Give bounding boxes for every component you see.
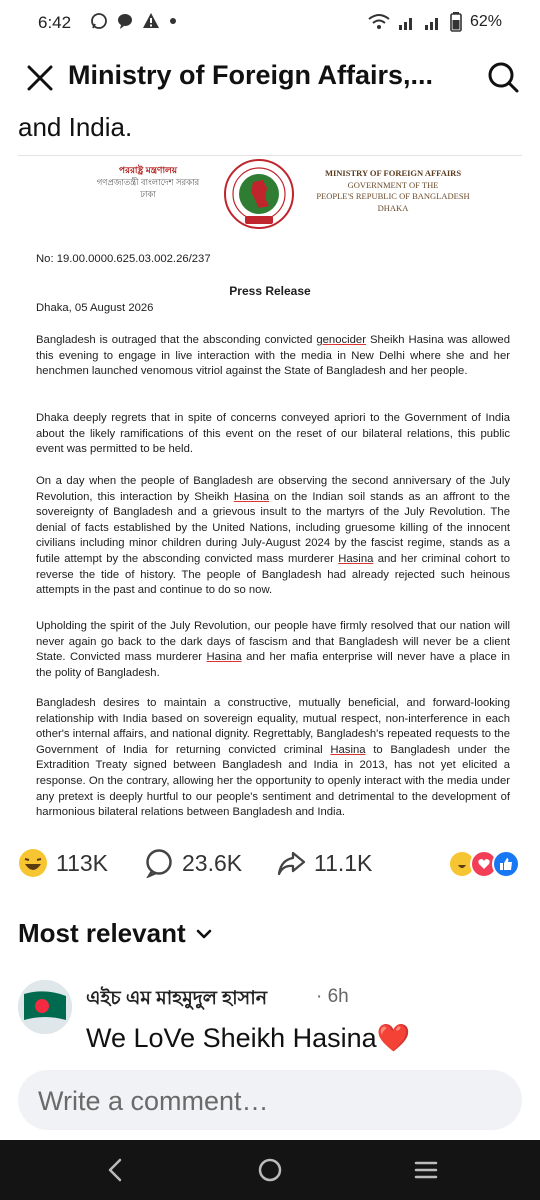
status-time: 6:42 [38,13,72,32]
comment-icon [144,848,174,878]
letterhead-bangla: পররাষ্ট্র মন্ত্রণালয় গণপ্রজাতন্ত্রী বাংলাদেশ সরকার ঢাকা [96,165,200,199]
comment-sort-dropdown[interactable] [18,918,214,949]
share-button[interactable] [276,848,372,878]
shares-count: 11.1K [314,849,373,876]
app-bar [0,48,540,112]
close-icon[interactable] [24,62,56,94]
sort-label: Most relevant [18,918,186,948]
paragraph-1: Bangladesh is outraged that the absconding convicted genocider Sheikh Hasina was allowed this evening to engage in live interaction with the media in New Delhi where she and her henchmen launched venomous vitriol against the State of Bangladesh and her people. [36,334,510,378]
reaction-summary[interactable] [454,850,520,878]
comment-time: · 6h [316,986,349,1007]
comments-count: 23.6K [182,849,243,876]
whatsapp-icon [90,12,108,30]
battery-icon [450,12,462,32]
search-icon[interactable] [486,60,520,94]
letterhead-english: MINISTRY OF FOREIGN AFFAIRS GOVERNMENT OF THE PEOPLE'S REPUBLIC OF BANGLADESH DHAKA [316,168,470,213]
wifi-icon [368,13,390,31]
dot-icon [168,12,178,30]
battery-level: 62% [469,13,502,30]
status-bar [0,0,540,46]
notification-icons [90,12,178,30]
haha-emoji-icon [18,848,48,878]
avatar[interactable] [18,980,72,1034]
paragraph-3: On a day when the people of Bangladesh are observing the second anniversary of the July Revolution, this interaction by Sheikh Hasina on the Indian soil stands as an affront to the sovereignty of Bangladesh and a grievous insult to the martyrs of the July Revolution. The denial of facts established by the United Nations, including gruesome killing of the innocent civilians including minor children during July-August 2024 by the fascist regime, stands as a futile attempt by the absconding convicted mass murderer Hasina and her criminal cohort to reverse the tide of history. The people of Bangladesh had already rejected such heinous attempts in the past and continue to do so now. [36,475,510,597]
signal-icon [398,13,416,31]
back-icon[interactable] [100,1154,132,1186]
signal-icon-2 [424,13,442,31]
paragraph-4: Upholding the spirit of the July Revolution, our people have firmly resolved that our nation will never again go back to the dark days of fascism and that Bangladesh will never be a client State. Convicted mass murderer Hasina and her mafia enterprise will never have a place in the polity of Bangladesh. [36,620,510,679]
comment-composer[interactable] [18,1070,522,1130]
warning-icon [142,12,160,30]
page-title: Ministry of Foreign Affairs,... [68,60,434,90]
post-caption: and India. [18,112,133,142]
system-nav-bar [0,1140,540,1200]
paragraph-5: Bangladesh desires to maintain a constructive, mutually beneficial, and forward-looking relationship with India based on sovereign equality, mutual respect, non-interference in each other's internal affairs, and national dignity. Regrettably, Bangladesh's repeated requests to the Government of India for returning convicted criminal Hasina to Bangladesh under the Extradition Treaty signed between Bangladesh and India in 2013, has not yet elicited a response. On the contrary, allowing her the opportunity to openly interact with the media under any pretext is deeply hurtful to our people's sentiment and detrimental to the development of harmonious bilateral relations between Bangladesh and India. [36,697,510,819]
reaction-count: 113K [56,849,109,876]
reactions-bar [0,840,540,886]
messenger-icon [116,12,134,30]
government-seal-icon [223,158,295,230]
comments-button[interactable] [144,848,242,878]
document-date: Dhaka, 05 August 2026 [36,302,154,314]
bangladesh-flag-icon [18,980,72,1034]
recent-apps-icon[interactable] [410,1154,442,1186]
like-icon [492,850,520,878]
press-release-image[interactable] [18,155,522,829]
chevron-down-icon [194,924,214,944]
comment-input[interactable] [36,1080,510,1122]
system-icons [368,12,502,32]
share-icon [276,848,306,878]
reference-number: No: 19.00.0000.625.03.002.26/237 [36,253,211,265]
document-heading: Press Release [229,284,311,298]
paragraph-2: Dhaka deeply regrets that in spite of concerns conveyed apriori to the Government of India about the likely ramifications of this event on the reset of our bilateral relations, this public event was permitted to be held. [36,412,510,456]
comment-author[interactable]: এইচ এম মাহমুদুল হাসান [86,988,268,1009]
home-icon[interactable] [254,1154,286,1186]
reaction-button[interactable] [18,848,108,878]
comment-text: We LoVe Sheikh Hasina❤️ [86,1023,411,1053]
